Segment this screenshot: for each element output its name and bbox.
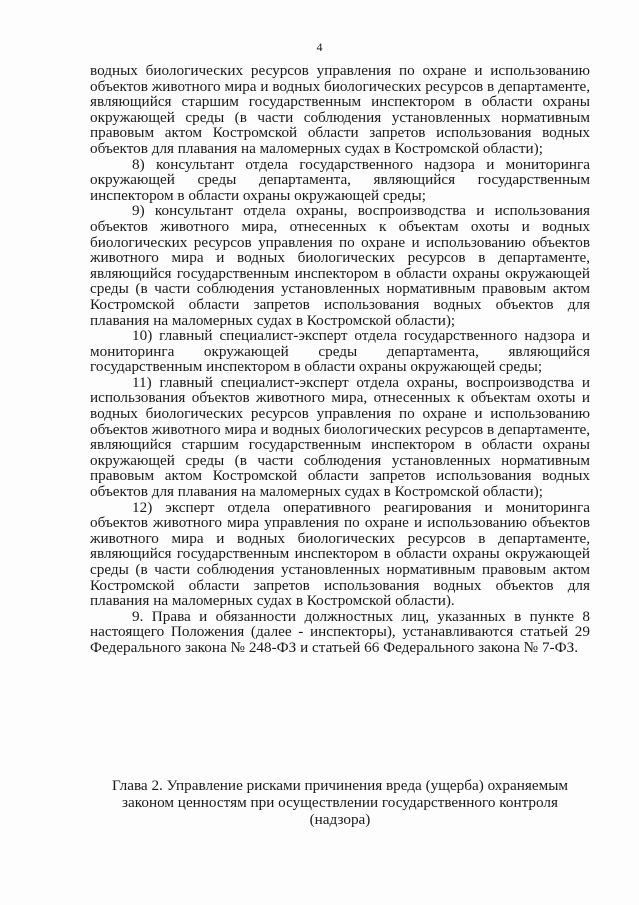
paragraph-item-9: 9) консультант отдела охраны, воспроизводства и использования объектов животного мира, отнесенных к объектам охоты и водных биологических ресурсов управления по охране и использованию объектов животного мира и водных биологических ресурсов в департаменте, являющийся государственным инспектором в области охраны окружающей среды (в части соблюдения установленных нормативным правовым актом Костромской области запретов использования водных объектов для плавания на маломерных судах в Костромской области); (90, 202, 590, 329)
body-text (90, 63, 590, 656)
paragraph-item-10: 10) главный специалист-эксперт отдела государственного надзора и мониторинга окружающей среды департамента, являющийся государственным инспектором в области охраны окружающей среды; (90, 327, 590, 376)
paragraph-item-8: 8) консультант отдела государственного надзора и мониторинга окружающей среды департамента, являющийся государственным инспектором в области охраны окружающей среды; (90, 155, 590, 204)
chapter-heading (90, 777, 590, 828)
paragraph-clause-9: 9. Права и обязанности должностных лиц, указанных в пункте 8 настоящего Положения (далее - инспекторы), устанавливаются статьей 29 Федерального закона № 248-ФЗ и статьей 66 Федерального закона № 7-ФЗ. (90, 607, 590, 656)
page-number: 4 (316, 40, 323, 54)
chapter-heading-line: Глава 2. Управление рисками причинения вреда (ущерба) охраняемым (111, 777, 569, 794)
paragraph-item-12: 12) эксперт отдела оперативного реагирования и мониторинга объектов животного мира управления по охране и использованию объектов животного мира и водных биологических ресурсов в департаменте, являющийся государственным инспектором в области охраны окружающей среды (в части соблюдения установленных нормативным правовым актом Костромской области запретов использования водных объектов для плавания на маломерных судах в Костромской области). (90, 498, 590, 610)
chapter-heading-line: (надзора) (309, 811, 371, 828)
chapter-heading-line: законом ценностям при осуществлении государственного контроля (122, 794, 558, 811)
paragraph-item-11: 11) главный специалист-эксперт отдела охраны, воспроизводства и использования объектов животного мира, отнесенных к объектам охоты и водных биологических ресурсов управления по охране и использованию объектов животного мира и водных биологических ресурсов в департаменте, являющийся старшим государственным инспектором в области охраны окружающей среды (в части соблюдения установленных нормативным правовым актом Костромской области запретов использования водных объектов для плавания на маломерных судах в Костромской области); (90, 373, 590, 501)
paragraph-continuation: водных биологических ресурсов управления по охране и использованию объектов животного мира и водных биологических ресурсов в департаменте, являющийся старшим государственным инспектором в области охраны окружающей среды (в части соблюдения установленных нормативным правовым актом Костромской области запретов использования водных объектов для плавания на маломерных судах в Костромской области); (90, 62, 590, 157)
